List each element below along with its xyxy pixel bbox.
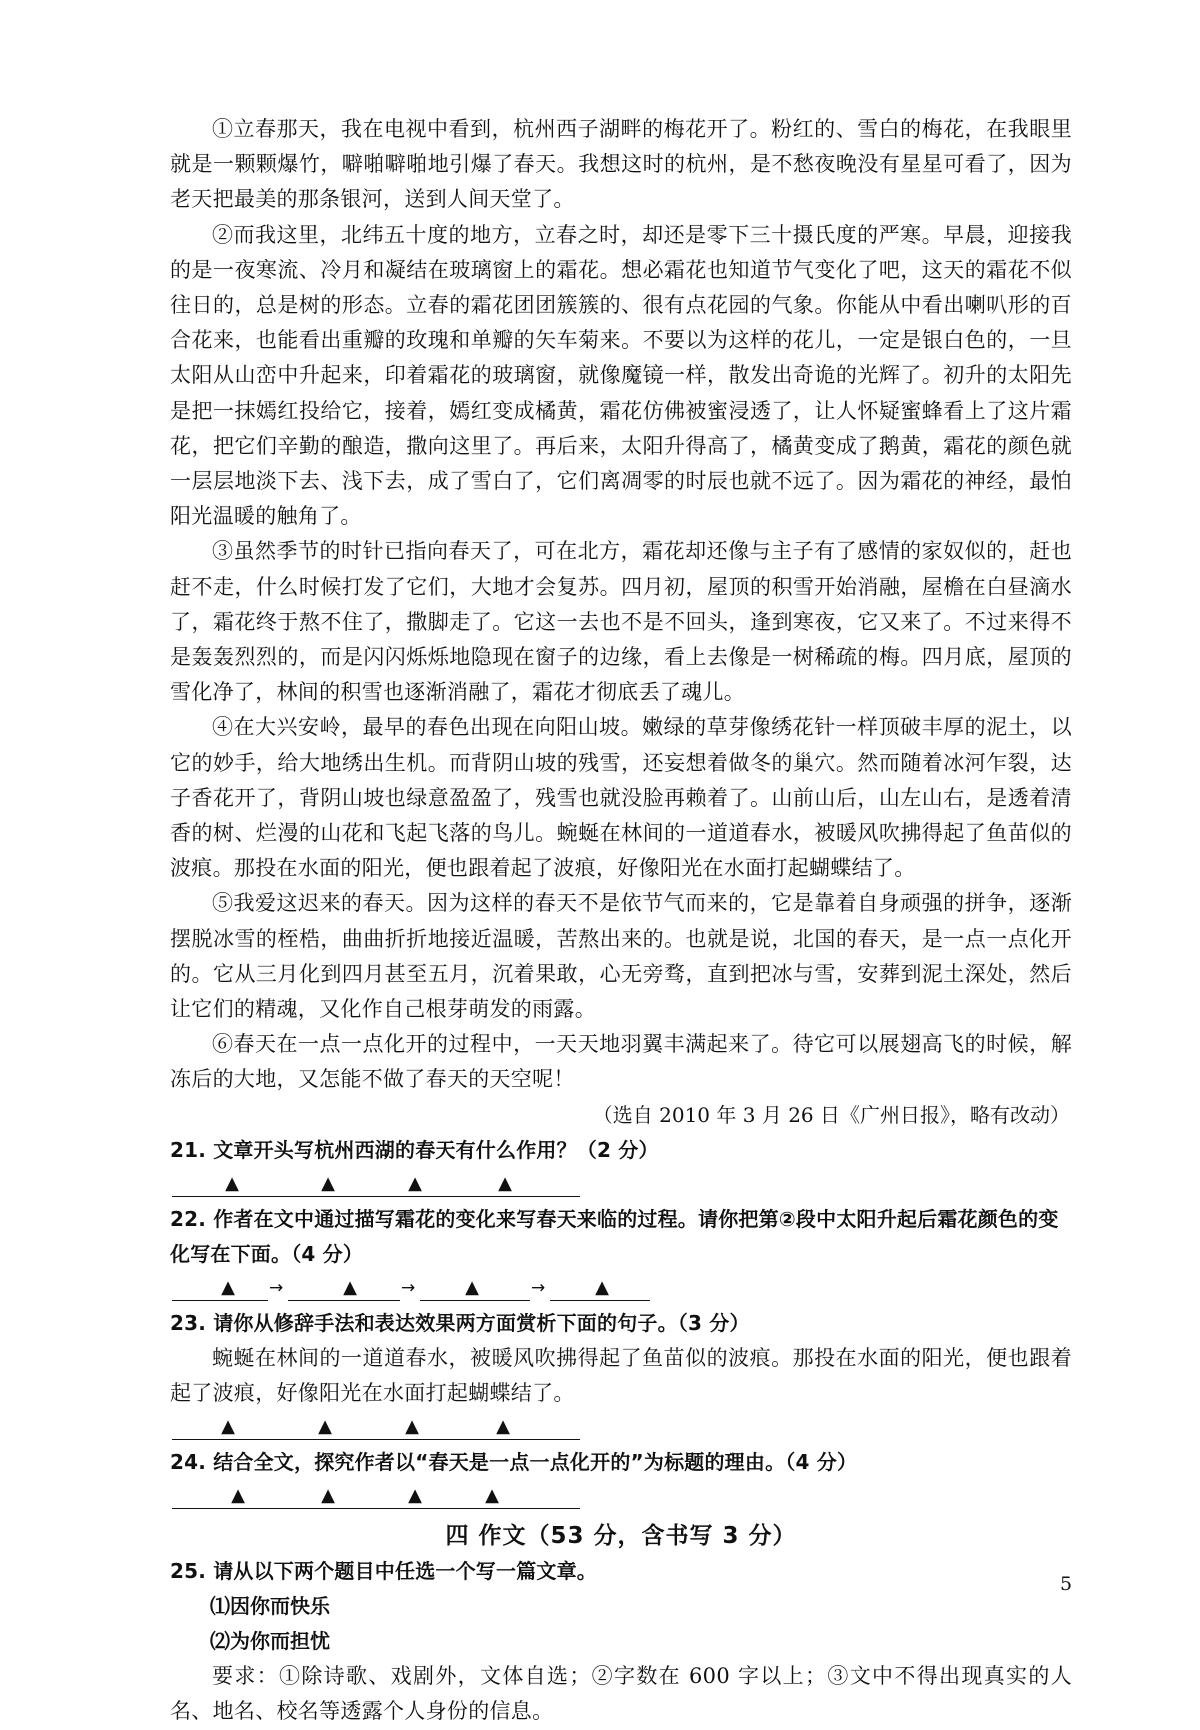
answer-marker: ▲ [343,1276,357,1298]
arrow-icon: → [269,1277,284,1298]
answer-marker: ▲ [321,1485,335,1507]
arrow-icon: → [401,1277,416,1298]
exam-page [170,112,1072,1730]
article-source: （选自 2010 年 3 月 26 日《广州日报》，略有改动） [592,1102,1070,1127]
answer-marker: ▲ [485,1485,499,1507]
answer-marker: ▲ [465,1276,479,1298]
question-25: 25. 请从以下两个题目中任选一个写一篇文章。 [170,1559,597,1584]
answer-marker: ▲ [408,1172,422,1194]
answer-line-21 [170,1168,1072,1202]
answer-marker: ▲ [498,1172,512,1194]
answer-marker: ▲ [595,1276,609,1298]
article-paragraph-2: ②而我这里，北纬五十度的地方，立春之时，却还是零下三十摄氏度的严寒。早晨，迎接我的是一夜寒流、冷月和凝结在玻璃窗上的霜花。想必霜花也知道节气变化了吧，这天的霜花不似往日的，总是树的形态。立春的霜花团团簇簇的、很有点花园的气象。你能从中看出喇叭形的百合花来，也能看出重瓣的玫瑰和单瓣的矢车菊来。不要以为这样的花儿，一定是银白色的，一旦太阳从山峦中升起来，印着霜花的玻璃窗，就像魔镜一样，散发出奇诡的光辉了。初升的太阳先是把一抹嫣红投给它，接着，嫣红变成橘黄，霜花仿佛被蜜浸透了，让人怀疑蜜蜂看上了这片霜花，把它们辛勤的酿造，撒向这里了。再后来，太阳升得高了，橘黄变成了鹅黄，霜花的颜色就一层层地淡下去、浅下去，成了雪白了，它们离凋零的时辰也就不远了。因为霜花的神经，最怕阳光温暖的触角了。 [170,222,1072,529]
composition-topic-1: ⑴因你而快乐 [210,1594,330,1619]
answer-marker: ▲ [321,1172,335,1194]
answer-marker: ▲ [221,1276,235,1298]
article-paragraph-3: ③虽然季节的时针已指向春天了，可在北方，霜花却还像与主子有了感情的家奴似的，赶也赶不走，什么时候打发了它们，大地才会复苏。四月初，屋顶的积雪开始消融，屋檐在白昼滴水了，霜花终于熬不住了，撒脚走了。它这一去也不是不回头，逢到寒夜，它又来了。不过来得不是轰轰烈烈的，而是闪闪烁烁地隐现在窗子的边缘，看上去像是一树稀疏的梅。四月底，屋顶的雪化净了，林间的积雪也逐渐消融了，霜花才彻底丢了魂儿。 [170,539,1072,705]
answer-marker: ▲ [496,1416,510,1438]
question-23-quote: 蜿蜒在林间的一道道春水，被暖风吹拂得起了鱼苗似的波痕。那投在水面的阳光，便也跟着起了波痕，好像阳光在水面打起蝴蝶结了。 [170,1345,1072,1405]
question-24: 24. 结合全文，探究作者以“春天是一点一点化开的”为标题的理由。（4 分） [170,1450,858,1475]
page-number: 5 [1060,1573,1073,1595]
article-paragraph-6: ⑥春天在一点一点化开的过程中，一天天地羽翼丰满起来了。待它可以展翅高飞的时候，解冻后的大地，又怎能不做了春天的天空呢！ [170,1032,1072,1092]
answer-underline [172,1272,268,1301]
answer-line-22 [170,1272,1072,1306]
answer-marker: ▲ [405,1416,419,1438]
question-21: 21. 文章开头写杭州西湖的春天有什么作用？（2 分） [170,1137,659,1162]
answer-marker: ▲ [231,1485,245,1507]
composition-requirement: 要求：①除诗歌、戏剧外，文体自选；②字数在 600 字以上；③文中不得出现真实的人名、地名、校名等透露个人身份的信息。 [170,1664,1072,1724]
article-paragraph-1: ①立春那天，我在电视中看到，杭州西子湖畔的梅花开了。粉红的、雪白的梅花，在我眼里就是一颗颗爆竹，噼啪噼啪地引爆了春天。我想这时的杭州，是不愁夜晚没有星星可看了，因为老天把最美的那条银河，送到人间天堂了。 [170,117,1072,212]
answer-marker: ▲ [408,1485,422,1507]
article-paragraph-5: ⑤我爱这迟来的春天。因为这样的春天不是依节气而来的，它是靠着自身顽强的拼争，逐渐摆脱冰雪的桎梏，曲曲折折地接近温暖，苦熬出来的。也就是说，北国的春天，是一点一点化开的。它从三月化到四月甚至五月，沉着果敢，心无旁骛，直到把冰与雪，安葬到泥土深处，然后让它们的精魂，又化作自己根芽萌发的雨露。 [170,891,1072,1022]
composition-topic-2: ⑵为你而担忧 [210,1629,330,1654]
answer-marker: ▲ [318,1416,332,1438]
answer-line-24 [170,1480,1072,1514]
answer-marker: ▲ [221,1416,235,1438]
section-title-composition: 四 作文（53 分，含书写 3 分） [445,1523,797,1550]
question-23: 23. 请你从修辞手法和表达效果两方面赏析下面的句子。（3 分） [170,1310,750,1335]
answer-marker: ▲ [225,1172,239,1194]
article-paragraph-4: ④在大兴安岭，最早的春色出现在向阳山坡。嫩绿的草芽像绣花针一样顶破丰厚的泥土，以它的妙手，给大地绣出生机。而背阴山坡的残雪，还妄想着做冬的巢穴。然而随着冰河乍裂，达子香花开了，背阴山坡也绿意盈盈了，残雪也就没脸再赖着了。山前山后，山左山右，是透着清香的树、烂漫的山花和飞起飞落的鸟儿。蜿蜒在林间的一道道春水，被暖风吹拂得起了鱼苗似的波痕。那投在水面的阳光，便也跟着起了波痕，好像阳光在水面打起蝴蝶结了。 [170,715,1072,881]
arrow-icon: → [531,1277,546,1298]
question-22: 22. 作者在文中通过描写霜花的变化来写春天来临的过程。请你把第②段中太阳升起后霜花颜色的变化写在下面。（4 分） [170,1206,1059,1266]
answer-line-23 [170,1411,1072,1445]
